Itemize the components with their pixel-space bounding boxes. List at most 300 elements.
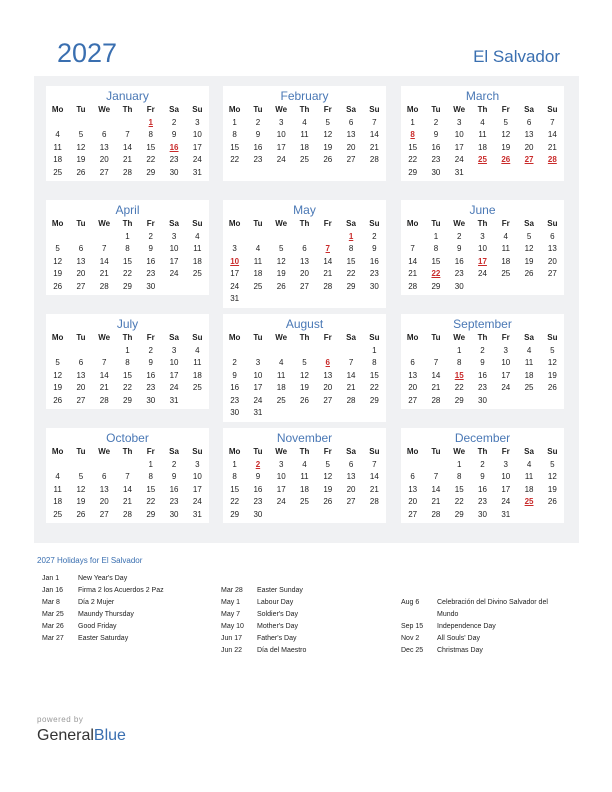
- day-cell: 27: [346, 497, 356, 506]
- day-cell: 11: [193, 358, 202, 367]
- day-cell: 27: [99, 509, 109, 519]
- day-cell: 26: [53, 281, 63, 291]
- day-cell: 8: [125, 358, 130, 367]
- holiday-name: Christmas Day: [437, 647, 483, 654]
- day-cell: 19: [300, 383, 309, 392]
- day-cell: 21: [408, 269, 418, 278]
- day-cell: 3: [503, 459, 508, 469]
- day-cell: 28: [99, 281, 109, 291]
- day-cell: 12: [276, 256, 286, 266]
- day-cell: 5: [526, 231, 532, 241]
- day-cell: 3: [195, 117, 200, 127]
- day-cell: 23: [431, 155, 441, 164]
- day-cell: 7: [433, 358, 439, 367]
- day-cell: 3: [503, 345, 508, 355]
- day-cell: 21: [123, 497, 132, 506]
- day-cell: 20: [346, 484, 356, 494]
- day-cell: 2: [148, 345, 153, 355]
- holiday-date: May 1: [221, 599, 241, 606]
- day-cell: 24: [192, 155, 202, 164]
- day-cell: 26: [276, 281, 286, 291]
- day-cell: 13: [99, 142, 109, 152]
- day-cell: 16: [146, 256, 156, 266]
- day-cell: 31: [253, 408, 263, 417]
- day-cell: 10: [253, 370, 263, 380]
- day-cell: 17: [501, 484, 511, 494]
- day-cell: 27: [408, 395, 418, 405]
- day-cell: 15: [346, 256, 356, 266]
- weekday-header: Su: [547, 447, 558, 456]
- month-grid: [223, 332, 386, 420]
- day-cell: 24: [253, 395, 263, 405]
- day-cell: 4: [503, 231, 508, 241]
- weekday-header: We: [453, 447, 466, 456]
- weekday-header: Fr: [323, 333, 332, 342]
- day-cell: 21: [369, 484, 379, 494]
- day-cell: 7: [125, 130, 130, 139]
- holiday-row: [401, 633, 548, 645]
- empty-cell: [69, 345, 92, 358]
- holiday-date: Jan 16: [42, 587, 64, 594]
- day-cell: 9: [372, 244, 377, 253]
- day-cell: 1: [372, 345, 377, 355]
- day-cell: 17: [192, 484, 202, 494]
- holiday-row: [401, 597, 548, 609]
- day-cell: 12: [524, 244, 534, 253]
- weekday-header: We: [453, 105, 466, 114]
- day-cell: 14: [99, 370, 109, 380]
- powered-by-text: powered by: [37, 715, 84, 724]
- weekday-header: Su: [369, 219, 380, 228]
- weekday-header: Fr: [501, 447, 510, 456]
- month-grid: [401, 446, 564, 521]
- day-cell: 26: [524, 269, 534, 278]
- day-cell: 24: [276, 155, 286, 164]
- day-cell: 21: [369, 142, 379, 152]
- day-cell: 30: [369, 281, 379, 291]
- weekday-header: We: [453, 333, 466, 342]
- day-cell: 9: [456, 244, 462, 253]
- day-cell: 9: [148, 358, 153, 367]
- day-cell: 12: [300, 370, 309, 380]
- holiday-day-cell: 16: [169, 142, 179, 152]
- weekday-header: Fr: [146, 333, 155, 342]
- day-cell: 10: [276, 130, 286, 139]
- holiday-date: Sep 15: [401, 623, 424, 630]
- day-cell: 11: [53, 142, 62, 152]
- day-cell: 11: [253, 256, 263, 266]
- holiday-name: Father's Day: [257, 635, 297, 642]
- holiday-row: [42, 597, 164, 609]
- day-cell: 10: [276, 472, 286, 481]
- day-cell: 13: [346, 130, 356, 139]
- day-cell: 12: [547, 358, 557, 367]
- holiday-name: All Souls' Day: [437, 635, 480, 642]
- day-cell: 19: [323, 484, 333, 494]
- day-cell: 18: [276, 383, 286, 392]
- holiday-column-3: [401, 597, 548, 657]
- day-cell: 8: [232, 130, 237, 139]
- empty-cell: [246, 345, 269, 358]
- weekday-header: Mo: [228, 447, 241, 456]
- day-cell: 26: [547, 383, 557, 392]
- day-cell: 6: [348, 459, 354, 469]
- day-cell: 12: [76, 142, 86, 152]
- day-cell: 16: [230, 383, 240, 392]
- day-cell: 31: [192, 509, 202, 519]
- empty-cell: [316, 345, 339, 358]
- day-cell: 2: [480, 459, 485, 469]
- empty-cell: [316, 231, 339, 244]
- day-cell: 19: [547, 370, 557, 380]
- day-cell: 5: [55, 358, 60, 367]
- day-cell: 2: [232, 358, 237, 367]
- weekday-header: Mo: [51, 105, 64, 114]
- holiday-row: [401, 645, 548, 657]
- holiday-day-cell: 26: [501, 155, 511, 164]
- day-cell: 21: [547, 142, 557, 152]
- holiday-row: [401, 609, 548, 621]
- weekday-header: Th: [122, 105, 133, 114]
- day-cell: 18: [524, 370, 534, 380]
- day-cell: 13: [323, 370, 333, 380]
- holiday-day-cell: 10: [230, 256, 240, 266]
- day-cell: 20: [300, 269, 309, 278]
- day-cell: 30: [253, 509, 263, 519]
- day-cell: 28: [369, 497, 379, 506]
- day-cell: 30: [146, 281, 156, 291]
- day-cell: 14: [346, 370, 356, 380]
- day-cell: 29: [230, 509, 240, 519]
- day-cell: 29: [123, 281, 132, 291]
- weekday-header: We: [275, 219, 288, 228]
- day-cell: 10: [501, 358, 511, 367]
- holiday-name: Soldier's Day: [257, 611, 299, 618]
- day-cell: 14: [323, 256, 333, 266]
- day-cell: 20: [547, 256, 557, 266]
- holiday-date: Jan 1: [42, 575, 60, 582]
- day-cell: 3: [278, 117, 284, 127]
- weekday-header: Mo: [406, 447, 419, 456]
- day-cell: 22: [346, 269, 356, 278]
- empty-cell: [223, 345, 246, 358]
- weekday-header: We: [275, 105, 288, 114]
- day-cell: 5: [278, 244, 284, 253]
- day-cell: 15: [123, 370, 132, 380]
- holiday-day-cell: 28: [547, 155, 557, 164]
- empty-cell: [270, 345, 293, 358]
- day-cell: 6: [410, 472, 415, 481]
- day-cell: 15: [230, 142, 240, 152]
- holiday-row: [221, 633, 306, 645]
- day-cell: 3: [232, 244, 237, 253]
- day-cell: 4: [480, 117, 485, 127]
- day-cell: 10: [501, 472, 511, 481]
- day-cell: 21: [431, 383, 441, 392]
- month-january: [46, 86, 209, 181]
- holiday-row: [42, 633, 164, 645]
- weekday-header: Th: [299, 333, 310, 342]
- weekday-header: Th: [299, 105, 310, 114]
- empty-cell: [293, 231, 316, 244]
- day-cell: 1: [232, 117, 237, 127]
- day-cell: 13: [346, 472, 356, 481]
- day-cell: 24: [169, 383, 179, 392]
- day-cell: 5: [550, 345, 555, 355]
- empty-cell: [93, 345, 116, 358]
- day-cell: 20: [76, 383, 86, 392]
- day-cell: 7: [348, 358, 354, 367]
- day-cell: 12: [53, 370, 63, 380]
- day-cell: 14: [123, 484, 132, 494]
- day-cell: 12: [323, 130, 333, 139]
- day-cell: 27: [99, 167, 109, 177]
- weekday-header: Su: [369, 333, 380, 342]
- month-grid: [401, 104, 564, 179]
- empty-cell: [116, 117, 139, 130]
- day-cell: 18: [300, 484, 309, 494]
- holiday-row: [42, 621, 164, 633]
- day-cell: 15: [146, 484, 156, 494]
- day-cell: 8: [348, 244, 354, 253]
- day-cell: 3: [456, 117, 462, 127]
- month-title: August: [285, 317, 324, 331]
- day-cell: 15: [408, 142, 418, 152]
- day-cell: 16: [369, 256, 379, 266]
- month-title: May: [293, 203, 316, 217]
- holiday-day-cell: 1: [148, 117, 153, 127]
- day-cell: 30: [431, 167, 441, 177]
- day-cell: 24: [230, 281, 240, 291]
- day-cell: 9: [171, 130, 177, 139]
- holiday-name: Easter Sunday: [257, 587, 303, 594]
- day-cell: 30: [169, 167, 179, 177]
- holiday-day-cell: 6: [325, 358, 330, 367]
- day-cell: 19: [276, 269, 286, 278]
- day-cell: 10: [454, 130, 464, 139]
- day-cell: 7: [101, 244, 107, 253]
- day-cell: 26: [547, 497, 557, 506]
- month-may: [223, 200, 386, 308]
- day-cell: 28: [99, 395, 109, 405]
- day-cell: 27: [547, 269, 557, 278]
- day-cell: 19: [547, 484, 557, 494]
- day-cell: 5: [78, 130, 84, 139]
- day-cell: 29: [454, 395, 464, 405]
- day-cell: 4: [278, 358, 284, 367]
- empty-cell: [401, 231, 424, 244]
- holiday-row: [221, 645, 306, 657]
- month-title: April: [115, 203, 140, 217]
- day-cell: 26: [76, 167, 86, 177]
- month-september: [401, 314, 564, 409]
- holiday-day-cell: 27: [524, 155, 534, 164]
- holiday-day-cell: 15: [454, 370, 464, 380]
- day-cell: 26: [300, 395, 309, 405]
- empty-cell: [93, 231, 116, 244]
- weekday-header: Su: [369, 105, 380, 114]
- day-cell: 21: [323, 269, 333, 278]
- holiday-row: [42, 573, 164, 585]
- weekday-header: Su: [192, 105, 203, 114]
- day-cell: 15: [123, 256, 132, 266]
- month-grid: [46, 332, 209, 407]
- month-february: [223, 86, 386, 181]
- day-cell: 29: [408, 167, 418, 177]
- day-cell: 11: [277, 370, 286, 380]
- day-cell: 14: [369, 472, 379, 481]
- day-cell: 4: [195, 231, 200, 241]
- weekday-header: Fr: [501, 219, 510, 228]
- weekday-header: We: [98, 219, 111, 228]
- day-cell: 1: [232, 459, 237, 469]
- day-cell: 19: [323, 142, 333, 152]
- day-cell: 30: [478, 509, 487, 519]
- holiday-date: Jun 17: [221, 635, 243, 642]
- day-cell: 18: [192, 370, 202, 380]
- holiday-name: Independence Day: [437, 623, 496, 630]
- holiday-date: Aug 6: [401, 599, 420, 606]
- day-cell: 2: [480, 345, 485, 355]
- weekday-header: Tu: [76, 333, 86, 342]
- day-cell: 19: [524, 256, 534, 266]
- day-cell: 21: [346, 383, 356, 392]
- day-cell: 27: [76, 395, 86, 405]
- holiday-row: [221, 609, 306, 621]
- day-cell: 30: [169, 509, 179, 519]
- weekday-header: Tu: [431, 105, 441, 114]
- day-cell: 1: [125, 345, 130, 355]
- empty-cell: [93, 117, 116, 130]
- empty-cell: [46, 117, 69, 130]
- day-cell: 8: [433, 244, 439, 253]
- holiday-date: May 10: [221, 623, 244, 630]
- day-cell: 28: [408, 281, 418, 291]
- day-cell: 20: [99, 155, 109, 164]
- day-cell: 5: [55, 244, 60, 253]
- day-cell: 11: [524, 472, 534, 481]
- day-cell: 17: [169, 370, 179, 380]
- day-cell: 24: [501, 497, 511, 506]
- holiday-day-cell: 2: [255, 459, 261, 469]
- day-cell: 18: [53, 497, 63, 506]
- day-cell: 1: [456, 459, 462, 469]
- day-cell: 16: [431, 142, 441, 152]
- day-cell: 23: [478, 497, 487, 506]
- empty-cell: [401, 345, 424, 358]
- day-cell: 2: [372, 231, 377, 241]
- day-cell: 28: [123, 509, 132, 519]
- day-cell: 28: [431, 509, 441, 519]
- day-cell: 30: [478, 395, 487, 405]
- day-cell: 8: [125, 244, 130, 253]
- day-cell: 14: [431, 484, 441, 494]
- weekday-header: Fr: [146, 219, 155, 228]
- day-cell: 14: [431, 370, 441, 380]
- day-cell: 9: [148, 244, 153, 253]
- day-cell: 29: [369, 395, 379, 405]
- holiday-name: New Year's Day: [78, 575, 128, 582]
- weekday-header: Fr: [146, 447, 155, 456]
- day-cell: 9: [255, 472, 261, 481]
- day-cell: 8: [232, 472, 237, 481]
- day-cell: 12: [501, 130, 511, 139]
- month-grid: [46, 218, 209, 293]
- day-cell: 12: [323, 472, 333, 481]
- weekday-header: Th: [477, 219, 488, 228]
- day-cell: 2: [171, 117, 177, 127]
- weekday-header: Tu: [431, 219, 441, 228]
- generalblue-logo[interactable]: [37, 727, 126, 745]
- weekday-header: Th: [122, 447, 133, 456]
- holiday-date: Nov 2: [401, 635, 420, 642]
- day-cell: 4: [526, 345, 532, 355]
- weekday-header: Sa: [169, 333, 179, 342]
- day-cell: 7: [433, 472, 439, 481]
- empty-cell: [69, 231, 92, 244]
- day-cell: 25: [253, 281, 263, 291]
- day-cell: 29: [146, 167, 156, 177]
- day-cell: 11: [300, 130, 309, 139]
- month-grid: [401, 218, 564, 293]
- day-cell: 3: [480, 231, 485, 241]
- day-cell: 27: [300, 281, 309, 291]
- holiday-day-cell: 22: [431, 269, 441, 278]
- weekday-header: Fr: [323, 447, 332, 456]
- day-cell: 20: [408, 497, 418, 506]
- day-cell: 8: [372, 358, 377, 367]
- holiday-row: [42, 609, 164, 621]
- day-cell: 22: [146, 155, 156, 164]
- day-cell: 26: [53, 395, 63, 405]
- weekday-header: Sa: [169, 447, 179, 456]
- day-cell: 7: [550, 117, 555, 127]
- weekday-header: Mo: [406, 333, 419, 342]
- holiday-name: Mother's Day: [257, 623, 299, 630]
- day-cell: 10: [192, 472, 202, 481]
- empty-cell: [424, 345, 447, 358]
- weekday-header: Sa: [169, 105, 179, 114]
- country-title: El Salvador: [473, 47, 560, 66]
- weekday-header: Tu: [76, 447, 86, 456]
- day-cell: 4: [195, 345, 200, 355]
- empty-cell: [270, 231, 293, 244]
- month-april: [46, 200, 209, 295]
- month-november: [223, 428, 386, 523]
- day-cell: 6: [78, 358, 84, 367]
- day-cell: 30: [230, 408, 240, 417]
- day-cell: 14: [547, 130, 557, 139]
- holiday-day-cell: 25: [524, 497, 534, 506]
- holiday-day-cell: 7: [325, 244, 330, 253]
- holiday-day-cell: 17: [478, 256, 487, 266]
- month-june: [401, 200, 564, 295]
- day-cell: 21: [431, 497, 441, 506]
- day-cell: 3: [171, 231, 177, 241]
- day-cell: 23: [253, 155, 263, 164]
- day-cell: 17: [192, 142, 202, 152]
- day-cell: 25: [524, 383, 534, 392]
- weekday-header: Sa: [346, 447, 356, 456]
- day-cell: 6: [348, 117, 354, 127]
- day-cell: 18: [53, 155, 63, 164]
- month-grid: [46, 104, 209, 179]
- weekday-header: Su: [192, 447, 203, 456]
- day-cell: 25: [300, 155, 309, 164]
- holiday-date: Jun 22: [221, 647, 243, 654]
- day-cell: 18: [300, 142, 309, 152]
- holiday-row: [42, 585, 164, 597]
